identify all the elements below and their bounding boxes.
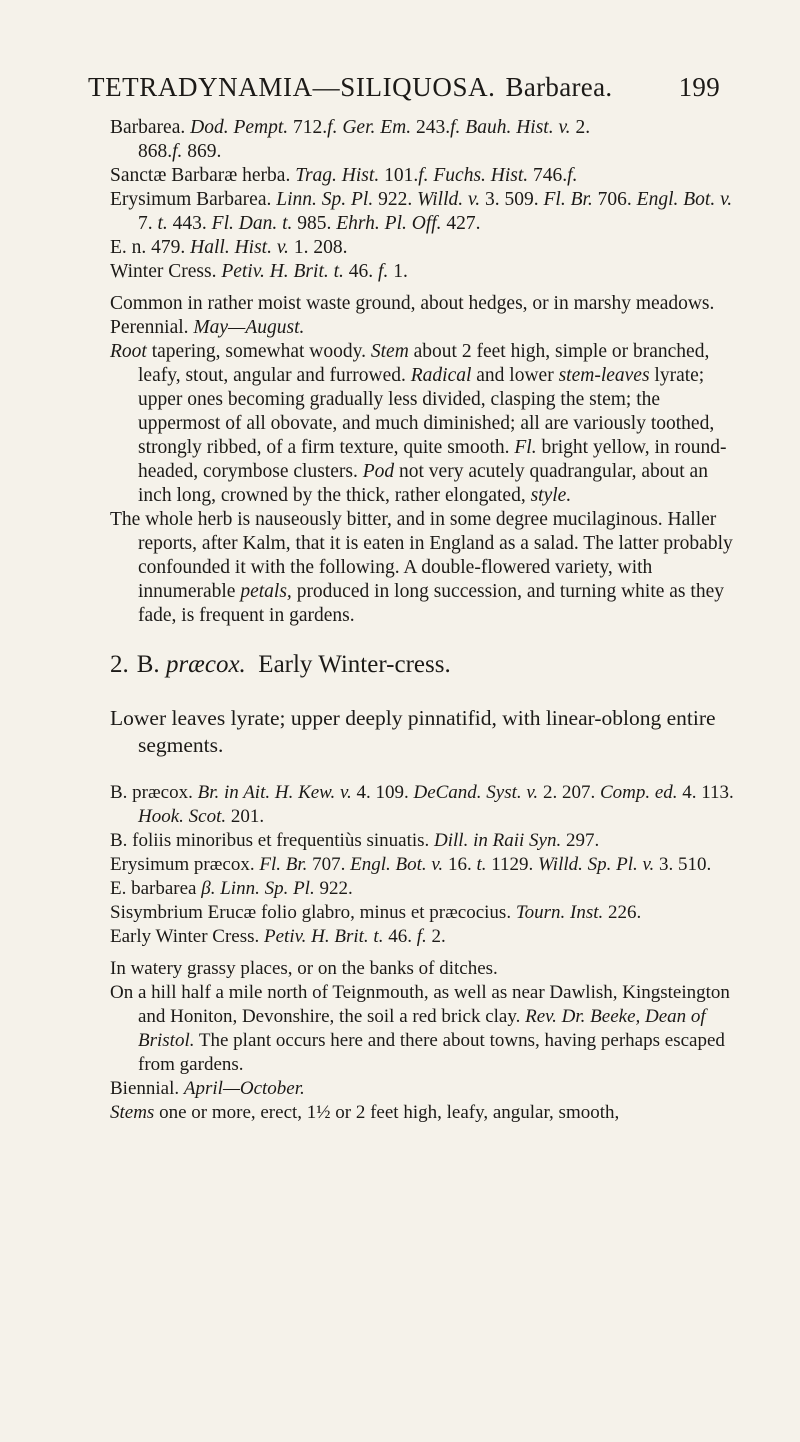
running-genus: Barbarea. xyxy=(505,72,613,102)
duration-line: Biennial. April—October. xyxy=(110,1077,305,1099)
synonym-line: B. foliis minoribus et frequentiùs sinuatis. Dill. in Raii Syn. 297. xyxy=(110,829,600,851)
habitat-text: Common in rather moist waste ground, about hedges, or in marshy meadows. xyxy=(110,293,715,314)
remarks-text: The whole herb is nauseously bitter, and in some degree mucilaginous. Haller reports, after Kalm, that it is eaten in England as a salad. The latter probably confounded it with the following. A double-flowered variety, with innumerable petals, produced in long succession, and turning white as they fade, is frequent in gardens. xyxy=(110,509,733,626)
synonym-line: Winter Cress. Petiv. H. Brit. t. 46. f. 1. xyxy=(110,261,408,282)
synonym-line: Erysimum præcox. Fl. Br. 707. Engl. Bot. v. 16. t. 1129. Willd. Sp. Pl. v. 3. 510. xyxy=(110,853,712,875)
synonym-line: Sisymbrium Erucæ folio glabro, minus et præcocius. Tourn. Inst. 226. xyxy=(110,901,642,923)
flowering-period: April—October. xyxy=(183,1077,305,1099)
page-body xyxy=(110,116,742,1125)
page-number: 199 xyxy=(678,72,720,102)
common-name: Early Winter-cress. xyxy=(258,651,451,678)
synonym-line: E. barbarea β. Linn. Sp. Pl. 922. xyxy=(110,877,353,899)
flowering-period: May—August. xyxy=(193,317,305,338)
species-heading: 2. B. præcox. Early Winter-cress. xyxy=(110,651,451,678)
description-text: Root tapering, somewhat woody. Stem about 2 feet high, simple or branched, leafy, stout, angular and furrowed. Radical and lower stem-leaves lyrate; upper ones becoming gradually less divided, clasping the stem; the uppermost of all obovate, and much diminished; all are variously toothed, strongly ribbed, of a firm texture, quite smooth. Fl. bright yellow, in round-headed, corymbose clusters. Pod not very acutely quadrangular, about an inch long, crowned by the thick, rather elongated, style. xyxy=(110,341,727,506)
habitat-text: In watery grassy places, or on the banks of ditches. xyxy=(110,957,498,979)
duration-line: Perennial. May—August. xyxy=(110,317,305,338)
synonym-line: Sanctæ Barbaræ herba. Trag. Hist. 101.f. Fuchs. Hist. 746.f. xyxy=(110,165,578,186)
specific-character: Lower leaves lyrate; upper deeply pinnatifid, with linear-oblong entire segments. xyxy=(110,706,716,757)
species-epithet: præcox. xyxy=(165,651,246,678)
synonym-line: E. n. 479. Hall. Hist. v. 1. 208. xyxy=(110,237,348,258)
stems-text: Stems one or more, erect, 1½ or 2 feet high, leafy, angular, smooth, xyxy=(110,1101,620,1123)
locality-text: On a hill half a mile north of Teignmouth, as well as near Dawlish, Kingsteington and Honiton, Devonshire, the soil a red brick clay. Rev. Dr. Beeke, Dean of Bristol. The plant occurs here and there about towns, having perhaps escaped from gardens. xyxy=(110,981,730,1075)
synonym-line: Erysimum Barbarea. Linn. Sp. Pl. 922. Willd. v. 3. 509. Fl. Br. 706. Engl. Bot. v. 7. t. 443. Fl. Dan. t. 985. Ehrh. Pl. Off. 427. xyxy=(110,189,733,234)
synonym-line: B. præcox. Br. in Ait. H. Kew. v. 4. 109. DeCand. Syst. v. 2. 207. Comp. ed. 4. 113. Hook. Scot. 201. xyxy=(110,781,734,827)
running-title: TETRADYNAMIA—SILIQUOSA. xyxy=(88,72,496,102)
synonym-line: Early Winter Cress. Petiv. H. Brit. t. 46. f. 2. xyxy=(110,925,446,947)
authority: Rev. Dr. Beeke, Dean of Bristol. xyxy=(138,1005,706,1051)
running-head xyxy=(88,72,720,103)
species2-body xyxy=(110,781,742,1125)
synonym-line: Barbarea. Dod. Pempt. 712.f. Ger. Em. 243.f. Bauh. Hist. v. 2. 868.f. 869. xyxy=(110,117,591,162)
